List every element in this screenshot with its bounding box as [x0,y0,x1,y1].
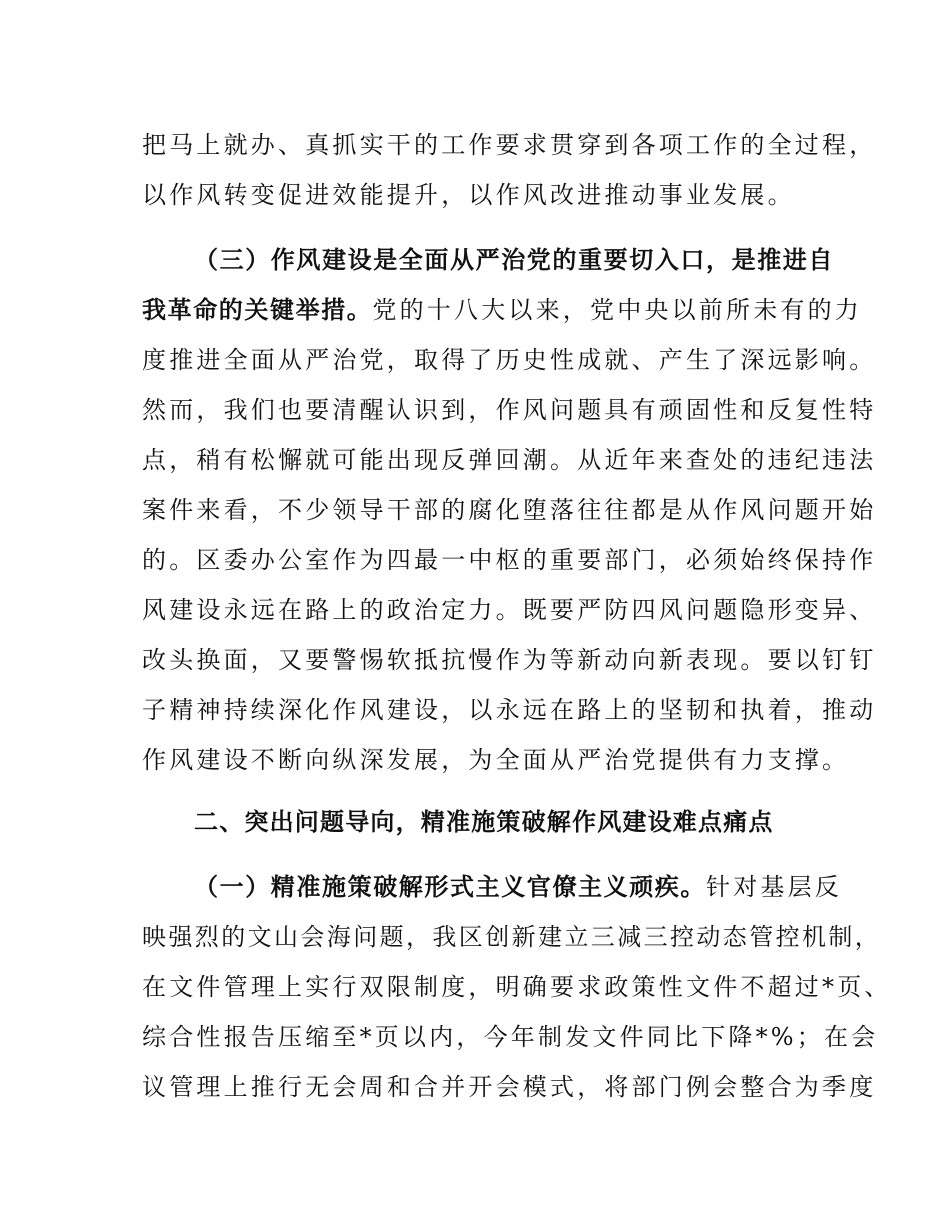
subsection-heading-3-tail: 我革命的关键举措。 [142,296,373,324]
paragraph-text: 党的十八大以来，党中央以前所未有的力 [372,296,863,324]
paragraph-line: 作风建设不断向纵深发展，为全面从严治党提供有力支撑。 [142,746,850,774]
paragraph-line: 案件来看，不少领导干部的腐化堕落往往都是从作风问题开始 [142,496,877,524]
subsection-heading-3: （三）作风建设是全面从严治党的重要切入口，是推进自 [194,246,834,274]
paragraph-line: 改头换面，又要警惕软抵抗慢作为等新动向新表现。要以钉钉 [142,646,877,674]
paragraph-line [142,293,863,327]
paragraph-line: 子精神持续深化作风建设，以永远在路上的坚韧和执着，推动 [142,696,877,724]
paragraph-line: 以作风转变促进效能提升，以作风改进推动事业发展。 [142,181,795,209]
paragraph-line: 映强烈的文山会海问题，我区创新建立三减三控动态管控机制， [142,923,882,951]
paragraph-line: 在文件管理上实行双限制度，明确要求政策性文件不超过*页、 [142,973,892,1001]
paragraph-line: 议管理上推行无会周和合并开会模式，将部门例会整合为季度 [142,1073,877,1101]
paragraph-line: 然而，我们也要清醒认识到，作风问题具有顽固性和反复性特 [142,396,877,424]
section-heading-2: 二、突出问题导向，精准施策破解作风建设难点痛点 [194,808,774,836]
paragraph-line: 综合性报告压缩至*页以内，今年制发文件同比下降*%；在会 [142,1023,879,1051]
subsection-heading-2-1: （一）精准施策破解形式主义官僚主义顽疾。 [194,873,706,901]
paragraph-line: 点，稍有松懈就可能出现反弹回潮。从近年来查处的违纪违法 [142,446,877,474]
paragraph-line: 风建设永远在路上的政治定力。既要严防四风问题隐形变异、 [142,596,877,624]
paragraph-line [194,870,842,904]
paragraph-text: 针对基层反 [706,873,842,901]
paragraph-line: 度推进全面从严治党，取得了历史性成就、产生了深远影响。 [142,346,877,374]
paragraph-line: 的。区委办公室作为四最一中枢的重要部门，必须始终保持作 [142,546,877,574]
paragraph-line: 把马上就办、真抓实干的工作要求贯穿到各项工作的全过程， [142,131,877,159]
